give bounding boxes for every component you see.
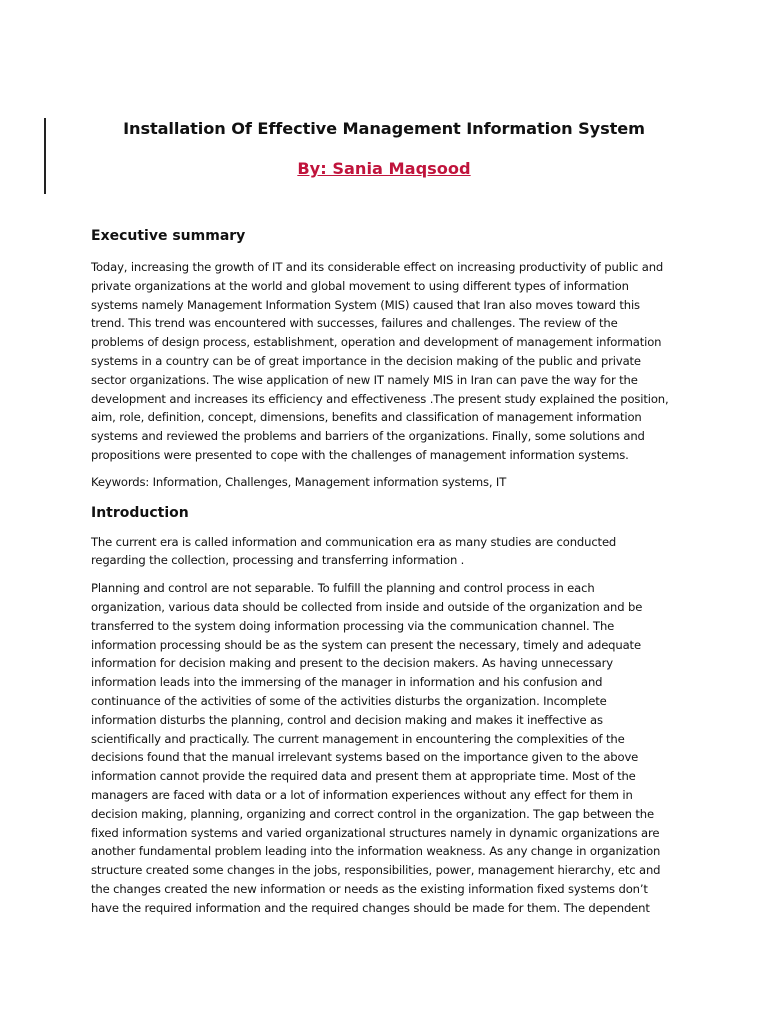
paragraph-line: have the required information and the required changes should be made for them. The dependent (91, 900, 650, 915)
paragraph-line: development and increases its efficiency and effectiveness .The present study explained the position, (91, 391, 669, 406)
paragraph-line: another fundamental problem leading into the information weakness. As any change in organization (91, 844, 661, 859)
paragraph-line: problems of design process, establishment, operation and development of management information (91, 335, 662, 350)
paragraph-line: Planning and control are not separable. To fulfill the planning and control process in each (91, 581, 595, 596)
paragraph-line: information leads into the immersing of the manager in information and his confusion and (91, 675, 603, 690)
paragraph-line: information cannot provide the required data and present them at appropriate time. Most of the (91, 769, 636, 784)
paragraph-line: private organizations at the world and global movement to using different types of information (91, 278, 629, 293)
paragraph-line: transferred to the system doing information processing via the communication channel. The (91, 618, 615, 633)
paragraph-line: regarding the collection, processing and transferring information . (91, 553, 465, 568)
paragraph-line: propositions were presented to cope with the challenges of management information systems. (91, 447, 629, 462)
introduction-paragraph-1 (91, 533, 691, 571)
keywords-line (91, 473, 691, 492)
paragraph-line: the changes created the new information or needs as the existing information fixed systems don’t (91, 881, 648, 896)
paragraph-line: systems in a country can be of great importance in the decision making of the public and private (91, 353, 641, 368)
document-body (91, 228, 691, 918)
introduction-paragraph-2 (91, 579, 691, 917)
paragraph-line: information for decision making and present to the decision makers. As having unnecessary (91, 656, 613, 671)
paragraph-line: scientifically and practically. The current management in encountering the complexities of the (91, 731, 625, 746)
paragraph-line: systems namely Management Information System (MIS) caused that Iran also moves toward this (91, 297, 640, 312)
introduction-heading: Introduction (91, 504, 189, 521)
paragraph-line: decisions found that the manual irrelevant systems based on the importance given to the above (91, 750, 639, 765)
paragraph-line: sector organizations. The wise application of new IT namely MIS in Iran can pave the way for the (91, 372, 638, 387)
paragraph-line: information processing should be as the system can present the necessary, timely and adequate (91, 637, 641, 652)
document-title: Installation Of Effective Management Information System (123, 119, 645, 138)
paragraph-line: Today, increasing the growth of IT and its considerable effect on increasing productivity of public and (91, 260, 664, 274)
paragraph-line: systems and reviewed the problems and barriers of the organizations. Finally, some solutions and (91, 429, 645, 444)
paragraph-line: managers are faced with data or a lot of information experiences without any effect for them in (91, 787, 633, 802)
paragraph-line: decision making, planning, organizing and correct control in the organization. The gap between the (91, 806, 654, 821)
paragraph-line: fixed information systems and varied organizational structures namely in dynamic organizations are (91, 825, 660, 840)
paragraph-line: structure created some changes in the jobs, responsibilities, power, management hierarchy, etc and (91, 863, 661, 878)
executive-summary-heading: Executive summary (91, 228, 246, 244)
author-byline: By: Sania Maqsood (297, 159, 471, 178)
paragraph-line: continuance of the activities of some of the activities disturbs the organization. Incomplete (91, 693, 607, 708)
keywords-text: Keywords: Information, Challenges, Management information systems, IT (91, 474, 507, 489)
paragraph-line: organization, various data should be collected from inside and outside of the organization and be (91, 599, 643, 614)
paragraph-line: trend. This trend was encountered with successes, failures and challenges. The review of the (91, 316, 618, 331)
executive-summary-paragraph (91, 258, 691, 465)
paragraph-line: aim, role, definition, concept, dimensions, benefits and classification of management information (91, 410, 642, 425)
paragraph-line: The current era is called information and communication era as many studies are conducted (91, 534, 617, 549)
paragraph-line: information disturbs the planning, control and decision making and makes it ineffective as (91, 712, 603, 727)
